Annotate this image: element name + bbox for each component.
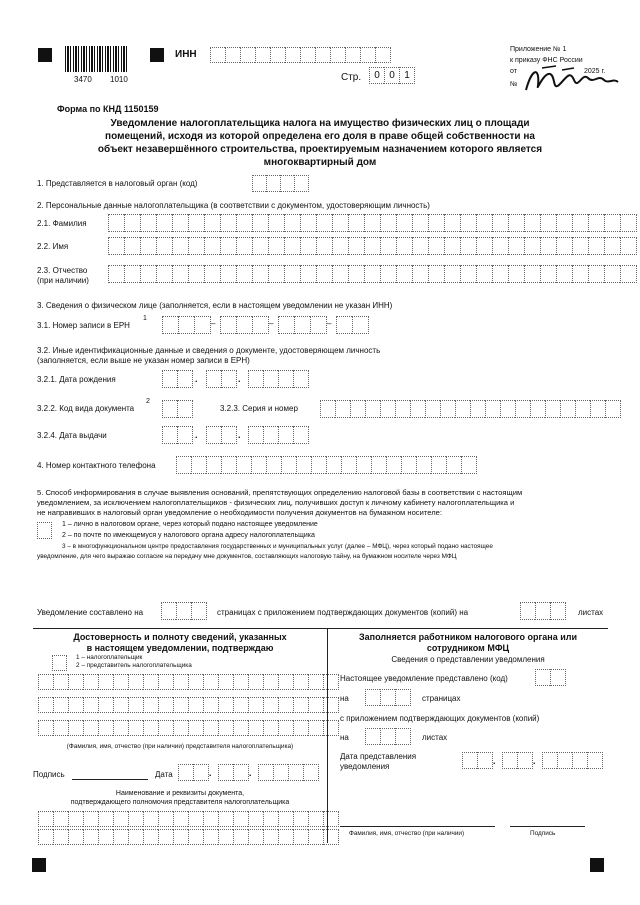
method-option-2: 2 – по почте по имеющемуся у налогового органа адресу налогоплательщика (62, 532, 315, 539)
page-label: Стр. (341, 72, 362, 83)
ern-dash-3: – (327, 319, 332, 328)
ern-dash-1: – (211, 319, 216, 328)
received-sheets-label: листах (422, 733, 448, 742)
signer-fio-caption: (Фамилия, имя, отчество (при наличии) представителя налогоплательщика) (66, 743, 294, 750)
signature-label: Подпись (33, 770, 65, 779)
birth-date-dot-2: . (238, 374, 241, 384)
method-option-3a: 3 – в многофункциональном центре предоставления государственных и муниципальных услуг (далее – МФЦ), через который подано настоящее (62, 543, 493, 550)
title-line-3: объект незавершённого строительства, проектируемым назначением которого является (97, 144, 543, 155)
received-pages-label: страницах (422, 694, 461, 703)
inn-label: ИНН (175, 49, 197, 60)
composed-label: Уведомление составлено на (37, 608, 144, 617)
sign-date-dot-2: . (249, 768, 252, 778)
doc-type-label: 3.2.2. Код вида документа (37, 404, 135, 413)
right-block-title-1: Заполняется работником налогового органа или (358, 632, 577, 642)
ern-dash-2: – (269, 319, 274, 328)
submission-date-dot-1: . (493, 756, 496, 766)
section-2-label: 2. Персональные данные налогоплательщика (в соответствии с документом, удостоверяющим личность) (37, 201, 430, 210)
method-option-3b: уведомление, для чего выражаю согласие на передачу мне документов, составляющих налоговую тайну, на бумажном носителе через МФЦ (37, 553, 457, 560)
signature-line[interactable] (72, 779, 148, 780)
issue-date-dot-2: . (238, 430, 241, 440)
page-number-field[interactable] (369, 67, 415, 84)
notification-method-field[interactable] (37, 522, 52, 539)
inn-field[interactable] (210, 47, 391, 63)
barcode-number-2: 1010 (110, 75, 128, 84)
signer-option-2: 2 – представитель налогоплательщика (76, 662, 192, 669)
received-pages-field[interactable] (365, 689, 411, 706)
series-number-field[interactable] (320, 400, 621, 418)
ern-field-1[interactable] (162, 316, 211, 334)
section-5-line-1: 5. Способ информирования в случае выявления оснований, препятствующих определению налоговой базы в соответствии с настоящим (37, 488, 523, 497)
left-block-title-2: в настоящем уведомлении, подтверждаю (86, 643, 274, 653)
appendix-number-sign: № (510, 81, 518, 88)
issue-day-field[interactable] (162, 426, 193, 444)
date-label: Дата (155, 770, 173, 779)
doc-caption-2: подтверждающего полномочия представителя налогоплательщика (70, 799, 290, 806)
doc-type-footnote: 2 (146, 398, 150, 405)
section-3-2-note: (заполняется, если выше не указан номер записи в ЕРН) (37, 356, 250, 365)
ern-footnote: 1 (143, 315, 147, 322)
birth-year-field[interactable] (248, 370, 309, 388)
section-5-line-3: не направивших в налоговый орган уведомление о необходимости получения документов на бумажном носителе: (37, 508, 442, 517)
submitted-code-field[interactable] (535, 669, 566, 686)
submission-day-field[interactable] (462, 752, 493, 769)
appendix-line-2: к приказу ФНС России (510, 57, 583, 64)
signer-type-field[interactable] (52, 655, 67, 671)
signer-fio-row-3[interactable] (38, 720, 339, 736)
sign-month-field[interactable] (218, 764, 249, 781)
authority-doc-row-2[interactable] (38, 829, 339, 845)
surname-field[interactable] (108, 214, 637, 232)
surname-label: 2.1. Фамилия (37, 219, 87, 228)
issue-year-field[interactable] (248, 426, 309, 444)
phone-label: 4. Номер контактного телефона (37, 461, 156, 470)
signer-option-1: 1 – налогоплательщик (76, 654, 143, 661)
employee-sign-line[interactable] (510, 826, 585, 827)
authority-doc-row-1[interactable] (38, 811, 339, 827)
section-5-line-2: уведомлением, за исключением налогоплательщиков - физических лиц, получивших доступ к личному кабинету налогоплательщика и (37, 498, 515, 507)
sign-date-dot-1: . (209, 768, 212, 778)
submission-date-dot-2: . (533, 756, 536, 766)
submission-year-field[interactable] (542, 752, 603, 769)
section-3-2-label: 3.2. Иные идентификационные данные и сведения о документе, удостоверяющем личность (37, 346, 381, 355)
corner-marker-bottom-right (590, 858, 604, 872)
series-number-label: 3.2.3. Серия и номер (220, 404, 298, 413)
first-name-field[interactable] (108, 237, 637, 255)
barcode (65, 46, 129, 72)
ern-field-3[interactable] (278, 316, 327, 334)
right-block-title-2: сотрудником МФЦ (426, 643, 510, 653)
doc-caption-1: Наименование и реквизиты документа, (115, 790, 245, 797)
appendix-line-1: Приложение № 1 (510, 46, 567, 53)
employee-fio-caption: Фамилия, имя, отчество (при наличии) (349, 830, 465, 837)
patronymic-note: (при наличии) (37, 276, 89, 285)
issue-date-dot-1: . (195, 430, 198, 440)
composed-sheets-label: листах (578, 608, 604, 617)
received-sheets-field[interactable] (365, 728, 411, 745)
appendix-year: 2025 г. (584, 68, 606, 75)
composed-middle-label: страницах с приложением подтверждающих документов (копий) на (217, 608, 469, 617)
tax-office-code-field[interactable] (252, 175, 309, 192)
birth-date-dot-1: . (195, 374, 198, 384)
handwritten-signature (522, 62, 622, 96)
left-block-title-1: Достоверность и полноту сведений, указанных (73, 632, 287, 642)
composed-sheets-field[interactable] (520, 602, 566, 620)
first-name-label: 2.2. Имя (37, 242, 69, 251)
composed-pages-field[interactable] (161, 602, 207, 620)
doc-type-field[interactable] (162, 400, 193, 418)
page-digit-3: 1 (399, 67, 415, 84)
section-3-label: 3. Сведения о физическом лице (заполняется, если в настоящем уведомлении не указан ИНН) (37, 301, 393, 310)
signer-fio-row-2[interactable] (38, 697, 339, 713)
ern-label: 3.1. Номер записи в ЕРН (37, 321, 130, 330)
with-docs-label: с приложением подтверждающих документов (копий) (340, 714, 540, 723)
employee-sign-caption: Подпись (530, 830, 556, 837)
title-line-4: многоквартирный дом (263, 157, 377, 168)
birth-date-label: 3.2.1. Дата рождения (37, 375, 116, 384)
submission-month-field[interactable] (502, 752, 533, 769)
submitted-code-label: Настоящее уведомление представлено (код) (340, 674, 508, 683)
appendix-from: от (510, 68, 517, 75)
birth-day-field[interactable] (162, 370, 193, 388)
signer-fio-row-1[interactable] (38, 674, 339, 690)
submission-date-label-2: уведомления (340, 762, 390, 771)
issue-date-label: 3.2.4. Дата выдачи (37, 431, 107, 440)
corner-marker-bottom-left (32, 858, 46, 872)
pages-na-label: на (340, 694, 349, 703)
ern-field-2[interactable] (220, 316, 269, 334)
sheets-na-label: на (340, 733, 349, 742)
right-block-subtitle: Сведения о представлении уведомления (391, 655, 545, 664)
form-code: Форма по КНД 1150159 (57, 104, 159, 114)
issue-month-field[interactable] (206, 426, 237, 444)
sign-year-field[interactable] (258, 764, 319, 781)
patronymic-field[interactable] (108, 265, 637, 283)
section-1-label: 1. Представляется в налоговый орган (код) (37, 179, 198, 188)
page-digit-2: 0 (384, 67, 399, 84)
ern-field-4[interactable] (336, 316, 369, 334)
title-line-2: помещений, исходя из которой определена его доля в праве общей собственности на (105, 131, 535, 142)
page-digit-1: 0 (369, 67, 384, 84)
method-option-1: 1 – лично в налоговом органе, через который подано настоящее уведомление (62, 521, 318, 528)
birth-month-field[interactable] (206, 370, 237, 388)
block-divider-horizontal (33, 628, 608, 629)
corner-marker-top-mid (150, 48, 164, 62)
phone-field[interactable] (176, 456, 477, 474)
title-line-1: Уведомление налогоплательщика налога на имущество физических лиц о площади (110, 118, 530, 129)
employee-fio-line[interactable] (340, 826, 495, 827)
submission-date-label-1: Дата представления (340, 752, 417, 761)
patronymic-label: 2.3. Отчество (37, 266, 88, 275)
sign-day-field[interactable] (178, 764, 209, 781)
corner-marker-top-left (38, 48, 52, 62)
barcode-number-1: 3470 (74, 75, 92, 84)
